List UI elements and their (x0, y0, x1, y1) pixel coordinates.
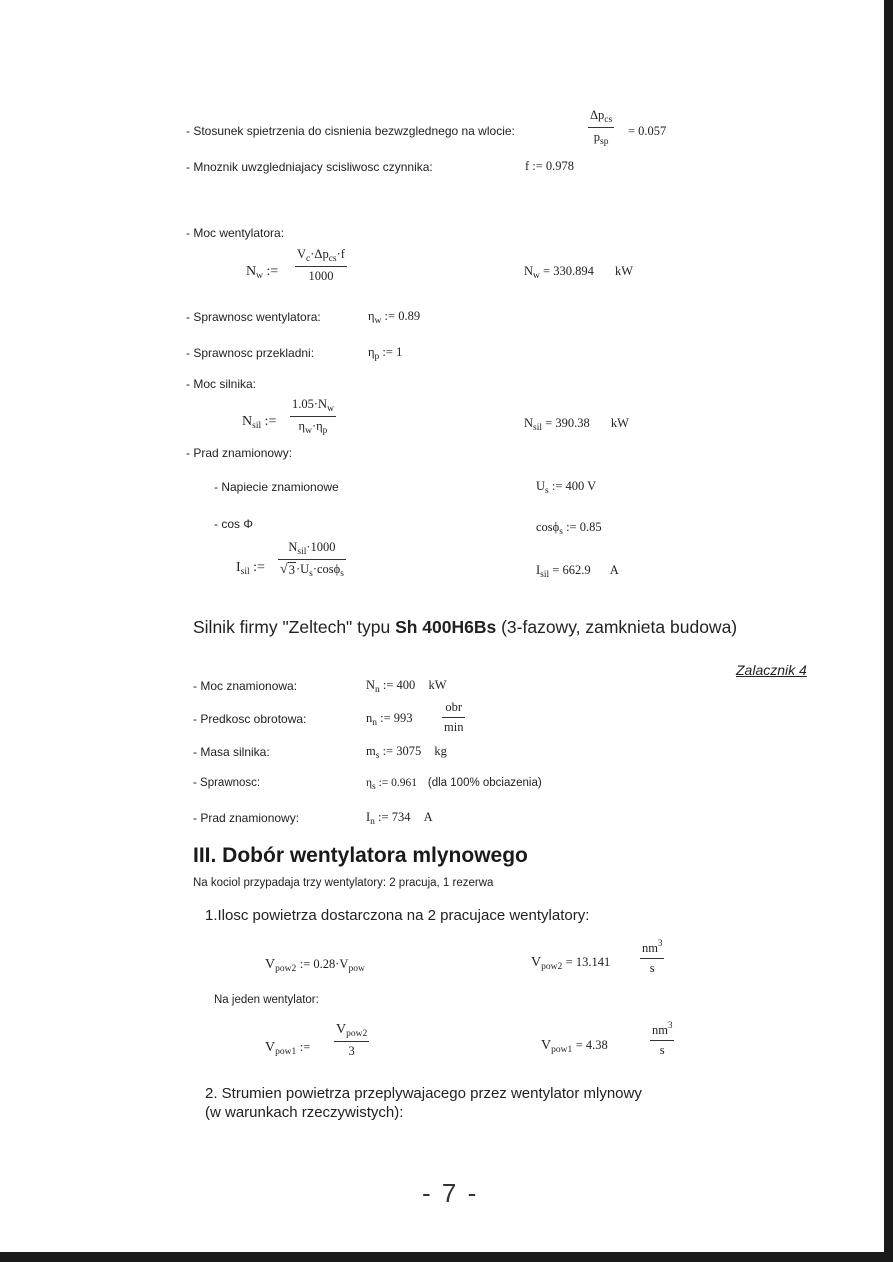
vpow1-unit-den: s (659, 1043, 665, 1057)
nsil-lhs-sub: sil (252, 421, 262, 431)
moc-silnika-label: - Moc silnika: (186, 377, 257, 391)
stosunek-label: - Stosunek spietrzenia do cisnienia bezwzglednego na wlocie: (186, 124, 515, 138)
nsil-den-b: ·η (311, 419, 323, 433)
eta-p-sub: p (374, 352, 380, 362)
sprawnosc-went-label: - Sprawnosc wentylatora: (186, 310, 321, 324)
param-sym: n (366, 711, 373, 725)
nsil-res-sub: sil (533, 423, 543, 433)
nw-fraction (295, 247, 347, 284)
isil-num-b: ·1000 (306, 540, 336, 554)
stosunek-den-sub: sp (600, 137, 609, 147)
param-unit: A (423, 810, 433, 824)
isil-den-b-sub: s (309, 569, 313, 579)
napiecie-label: - Napiecie znamionowe (214, 480, 339, 494)
cos-sym: cosϕ (536, 520, 560, 534)
vpow2-lhs (265, 957, 365, 974)
napiecie-expr (536, 479, 596, 496)
param-expr (366, 810, 433, 827)
param-unit: kW (428, 678, 447, 692)
nw-res-val: = 330.894 (543, 264, 594, 278)
vpow2-unit-den: s (649, 961, 655, 975)
vpow2-res-sub: pow2 (541, 962, 563, 972)
vpow2-result (531, 955, 610, 972)
vpow1-fraction (334, 1022, 369, 1059)
isil-lhs-sub: sil (240, 567, 250, 577)
isil-res-sub: sil (540, 570, 550, 580)
param-label: - Masa silnika: (193, 745, 270, 759)
sqrt-value: 3 (288, 563, 295, 577)
nw-num-a: V (297, 247, 307, 261)
param-expr (366, 744, 447, 761)
zalacznik-label: Zalacznik 4 (736, 662, 807, 678)
nw-num-a-sub: c (306, 254, 311, 264)
item-1-text: 1.Ilosc powietrza dostarczona na 2 pracujace wentylatory: (205, 907, 590, 924)
us-val: := 400 V (551, 479, 597, 493)
nsil-lhs (242, 414, 276, 431)
param-val: := 400 (382, 678, 416, 692)
vpow1-unit-num: nm (652, 1023, 668, 1037)
nw-lhs-sym: N (246, 264, 257, 279)
nw-assign: := (266, 264, 279, 279)
isil-den-c-sub: s (340, 569, 344, 579)
nw-lhs-sub: w (256, 271, 263, 281)
param-val: := 993 (380, 711, 413, 725)
param-sub: n (372, 718, 377, 728)
nw-lhs (246, 264, 278, 281)
param-expr (366, 777, 542, 792)
nsil-result (524, 416, 629, 433)
nw-res-unit: kW (614, 264, 634, 278)
param-expr (366, 711, 413, 728)
vpow2-res-val: = 13.141 (565, 955, 611, 969)
vpow2-unit-num: nm (642, 941, 658, 955)
scan-edge-bottom (0, 1252, 893, 1262)
vpow2-unit-fraction (640, 938, 664, 976)
moc-wentylatora-label: - Moc wentylatora: (186, 226, 285, 240)
param-note: (dla 100% obciazenia) (427, 777, 542, 789)
mnoznik-expr: f := 0.978 (525, 159, 575, 173)
nsil-res-sym: N (524, 416, 534, 430)
vpow2-res-sym: V (531, 955, 542, 970)
eta-w-val: := 0.89 (384, 309, 421, 323)
param-sym: m (366, 744, 376, 758)
obr-min-fraction (442, 700, 465, 735)
sprawnosc-przek-label: - Sprawnosc przekladni: (186, 346, 315, 360)
stosunek-result: = 0.057 (628, 124, 667, 138)
stosunek-num: Δp (590, 108, 605, 122)
silnik-heading (193, 617, 737, 638)
param-sym: I (366, 810, 371, 824)
isil-den-b: ·U (295, 562, 310, 576)
page-number: - 7 - (422, 1178, 479, 1208)
nw-num-b: ·Δp (310, 247, 329, 261)
param-label: - Moc znamionowa: (193, 679, 298, 693)
nsil-lhs-sym: N (242, 414, 253, 429)
param-sub: s (372, 782, 376, 792)
nsil-den-a-sub: w (305, 426, 312, 436)
eta-p-val: := 1 (382, 345, 403, 359)
param-val: := 0.961 (378, 777, 418, 789)
param-sub: n (375, 685, 380, 695)
eta-w-sym: η (368, 309, 375, 323)
vpow1-lhs-sub: pow1 (275, 1047, 297, 1057)
vpow1-lhs-sym: V (265, 1040, 276, 1055)
nsil-res-unit: kW (610, 416, 629, 430)
isil-lhs-sym: I (236, 560, 241, 575)
isil-lhs (236, 560, 265, 577)
vpow2-unit-sup: 3 (657, 938, 663, 948)
cos-sub: s (559, 527, 563, 537)
nw-res-sym: N (524, 264, 534, 278)
nsil-num-a-sub: w (327, 404, 334, 414)
stosunek-num-sub: cs (604, 115, 613, 125)
nsil-fraction (290, 397, 336, 436)
eta-w-sub: w (374, 316, 382, 326)
cos-label: - cos Φ (214, 517, 253, 531)
nsil-num-a: 1.05·N (292, 397, 328, 411)
vpow2-lhs-sym: V (265, 957, 276, 972)
prad-znam-label: - Prad znamionowy: (186, 446, 293, 460)
param-val: := 3075 (382, 744, 422, 758)
vpow1-res-sub: pow1 (551, 1045, 573, 1055)
vpow1-assign: := (299, 1040, 311, 1054)
vpow1-unit-fraction (650, 1020, 674, 1058)
vpow1-res-val: = 4.38 (575, 1038, 608, 1052)
section-3-heading: III. Dobór wentylatora mlynowego (193, 844, 528, 867)
isil-num-a: N (288, 540, 298, 554)
vpow2-expr: := 0.28·V (299, 957, 349, 971)
vpow1-unit-sup: 3 (667, 1020, 673, 1030)
section-3-intro: Na kociol przypadaja trzy wentylatory: 2 pracuja, 1 rezerwa (193, 877, 494, 889)
isil-assign: := (253, 560, 265, 575)
nw-den: 1000 (308, 269, 334, 283)
isil-result (536, 563, 619, 580)
us-sub: s (545, 486, 549, 496)
na-jeden-label: Na jeden wentylator: (214, 994, 319, 1006)
vpow1-res-sym: V (541, 1038, 552, 1053)
nsil-assign: := (264, 414, 277, 429)
vpow1-num: V (336, 1022, 347, 1037)
sqrt-icon: √ 3 (280, 562, 295, 577)
param-label: - Prad znamionowy: (193, 811, 300, 825)
nsil-den-a: η (298, 419, 306, 433)
nw-res-sub: w (533, 271, 540, 281)
silnik-heading-pre: Silnik firmy "Zeltech" typu (193, 617, 396, 637)
param-sub: s (375, 751, 380, 761)
sprawnosc-went-expr (368, 309, 420, 326)
silnik-heading-model: Sh 400H6Bs (395, 617, 497, 637)
stosunek-den: p (593, 130, 600, 144)
isil-res-unit: A (609, 563, 619, 577)
param-sym: η (366, 777, 373, 789)
param-label: - Predkosc obrotowa: (193, 712, 307, 726)
min-unit: min (444, 720, 464, 734)
param-sub: n (370, 817, 375, 827)
param-label: - Sprawnosc: (193, 777, 261, 789)
nw-result (524, 264, 633, 281)
param-unit: kg (434, 744, 447, 758)
vpow2-lhs-sub: pow2 (275, 964, 297, 974)
obr-unit: obr (445, 700, 463, 714)
isil-res-sym: I (536, 563, 541, 577)
eta-p-sym: η (368, 345, 375, 359)
param-expr (366, 678, 447, 695)
isil-fraction (278, 540, 346, 579)
vpow1-den: 3 (348, 1044, 355, 1058)
us-sym: U (536, 479, 546, 493)
isil-den-c: ·cosϕ (312, 562, 341, 576)
nw-num-c: ·f (336, 247, 345, 261)
stosunek-fraction (588, 108, 614, 147)
item-2-line-2: (w warunkach rzeczywistych): (205, 1104, 404, 1121)
nsil-res-val: = 390.38 (545, 416, 590, 430)
isil-num-a-sub: sil (297, 547, 307, 557)
scan-edge-right (884, 0, 893, 1262)
vpow1-lhs (265, 1040, 310, 1057)
nw-num-b-sub: cs (328, 254, 337, 264)
param-val: := 734 (378, 810, 411, 824)
silnik-heading-post: (3-fazowy, zamknieta budowa) (496, 617, 738, 637)
cos-val: := 0.85 (566, 520, 602, 534)
vpow1-num-sub: pow2 (346, 1029, 368, 1039)
vpow2-expr-sub: pow (348, 964, 365, 974)
isil-res-val: = 662.9 (552, 563, 591, 577)
param-sym: N (366, 678, 376, 692)
item-2-line-1: 2. Strumien powietrza przeplywajacego przez wentylator mlynowy (205, 1085, 642, 1102)
mnoznik-label: - Mnoznik uwzgledniajacy scisliwosc czynnika: (186, 160, 433, 174)
cos-expr (536, 520, 602, 537)
vpow1-result (541, 1038, 608, 1055)
sprawnosc-przek-expr (368, 345, 402, 362)
nsil-den-b-sub: p (322, 426, 328, 436)
